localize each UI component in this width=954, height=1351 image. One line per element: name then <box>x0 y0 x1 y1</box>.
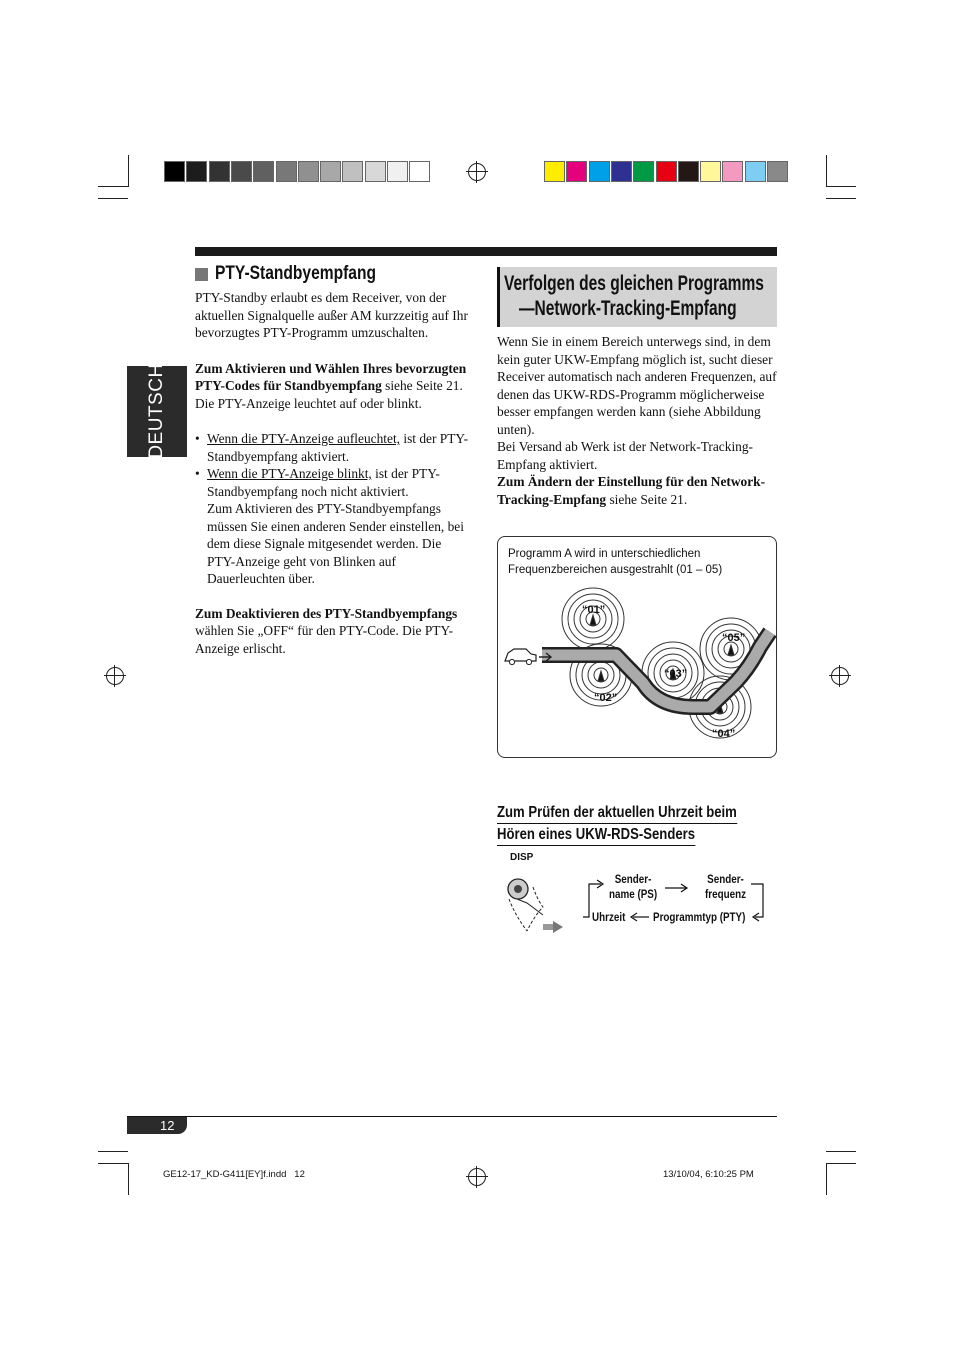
color-swatch <box>566 161 587 182</box>
color-swatch <box>231 161 252 182</box>
display-cycle-diagram <box>575 870 775 930</box>
left-column <box>195 263 471 657</box>
intro-paragraph: PTY-Standby erlaubt es dem Receiver, von der aktuellen Signalquelle außer AM kurzzeitig auf Ihr bevorzugtes PTY-Programm umzuschalten. <box>195 290 468 340</box>
color-swatch <box>589 161 610 182</box>
footer-date: 13/10/04, 6:10:25 PM <box>663 1169 754 1180</box>
color-swatch <box>745 161 766 182</box>
color-swatch <box>409 161 430 182</box>
color-swatch <box>320 161 341 182</box>
network-tracking-heading-box <box>497 267 777 327</box>
station-label: “04” <box>712 728 736 740</box>
figure-caption: Programm A wird in unterschiedlichen Frequenzbereichen ausgestrahlt (01 – 05) <box>508 548 723 576</box>
list-item: • Wenn die PTY-Anzeige aufleuchtet, ist der PTY-Standbyempfang aktiviert. <box>195 430 471 465</box>
right-text <box>497 333 779 508</box>
network-tracking-figure <box>497 536 777 758</box>
color-swatch <box>544 161 565 182</box>
heading-line-1: Verfolgen des gleichen Programms <box>504 272 764 295</box>
change-paragraph: Zum Ändern der Einstellung für den Network-Tracking-Empfang siehe Seite 21. <box>497 474 766 507</box>
color-swatch <box>633 161 654 182</box>
station-label: “02” <box>594 692 618 704</box>
color-swatch <box>365 161 386 182</box>
section-title: PTY-Standbyempfang <box>215 263 377 284</box>
color-swatch <box>611 161 632 182</box>
color-swatch <box>209 161 230 182</box>
status-bullet-list <box>195 430 471 588</box>
station-label: “03” <box>664 668 688 680</box>
flow-sender-name: Sender- name (PS) <box>609 872 658 901</box>
station-label: “05” <box>722 632 746 644</box>
footer-file: GE12-17_KD-G411[EY]f.indd 12 <box>163 1169 305 1180</box>
activate-paragraph: Zum Aktivieren und Wählen Ihres bevorzugten PTY-Codes für Standbyempfang siehe Seite 21. Die PTY-Anzeige leuchtet auf oder blinkt. <box>195 360 467 411</box>
bottom-rule <box>127 1116 777 1117</box>
color-swatch <box>678 161 699 182</box>
clock-check-heading: Zum Prüfen der aktuellen Uhrzeit beim Hören eines UKW-RDS-Senders <box>497 802 777 846</box>
flow-sender-frequency: Sender- frequenz <box>705 872 747 901</box>
disp-button[interactable] <box>505 875 565 937</box>
registration-mark-icon <box>468 1168 486 1186</box>
factory-paragraph: Bei Versand ab Werk ist der Network-Tracking-Empfang aktiviert. <box>497 439 754 472</box>
color-swatch <box>767 161 788 182</box>
heading-line-2: —Network-Tracking-Empfang <box>519 297 737 320</box>
flow-programmtyp: Programmtyp (PTY) <box>653 910 746 924</box>
color-swatch <box>387 161 408 182</box>
body-paragraph: Wenn Sie in einem Bereich unterwegs sind, in dem kein guter UKW-Empfang möglich ist, sucht dieser Receiver automatisch nach anderen Frequenzen, auf denen das UKW-RDS-Programm möglicherweise besser empfangen werden kann (siehe Abbildung unten). <box>497 334 777 437</box>
registration-mark-icon <box>831 667 849 685</box>
top-rule <box>195 247 777 256</box>
activate-note: Die PTY-Anzeige leuchtet auf oder blinkt. <box>195 395 422 411</box>
color-swatch <box>700 161 721 182</box>
flow-uhrzeit: Uhrzeit <box>592 910 626 924</box>
section-heading <box>195 263 471 289</box>
color-swatch <box>253 161 274 182</box>
list-item: • Wenn die PTY-Anzeige blinkt, ist der PTY-Standbyempfang noch nicht aktiviert. Zum Aktivieren des PTY-Standbyempfangs müssen Sie einen anderen Sender einstellen, bei dem diese Signale mitgesendet werden. Die PTY-Anzeige geht von Blinken auf Dauerleuchten über. <box>195 465 471 588</box>
language-side-tab: DEUTSCH <box>127 366 187 457</box>
registration-mark-icon <box>106 667 124 685</box>
station-label: “01” <box>582 604 606 616</box>
color-swatch <box>186 161 207 182</box>
square-bullet-icon <box>195 268 208 281</box>
coverage-map <box>498 537 777 758</box>
activate-bold: Zum Aktivieren und Wählen Ihres bevorzugten PTY-Codes für Standbyempfang <box>195 360 467 393</box>
color-swatch <box>298 161 319 182</box>
disp-label: DISP <box>510 852 534 863</box>
finger-press-icon <box>505 875 565 937</box>
color-swatch <box>276 161 297 182</box>
page-number: 12 <box>160 1118 175 1133</box>
color-swatch <box>164 161 185 182</box>
deactivate-paragraph: Zum Deaktivieren des PTY-Standbyempfangs wählen Sie „OFF“ für den PTY-Code. Die PTY-Anzeige erlischt. <box>195 605 458 656</box>
registration-mark-icon <box>468 163 486 181</box>
page-number-tab <box>127 1117 187 1134</box>
color-swatch <box>342 161 363 182</box>
color-swatch <box>722 161 743 182</box>
color-swatch <box>656 161 677 182</box>
